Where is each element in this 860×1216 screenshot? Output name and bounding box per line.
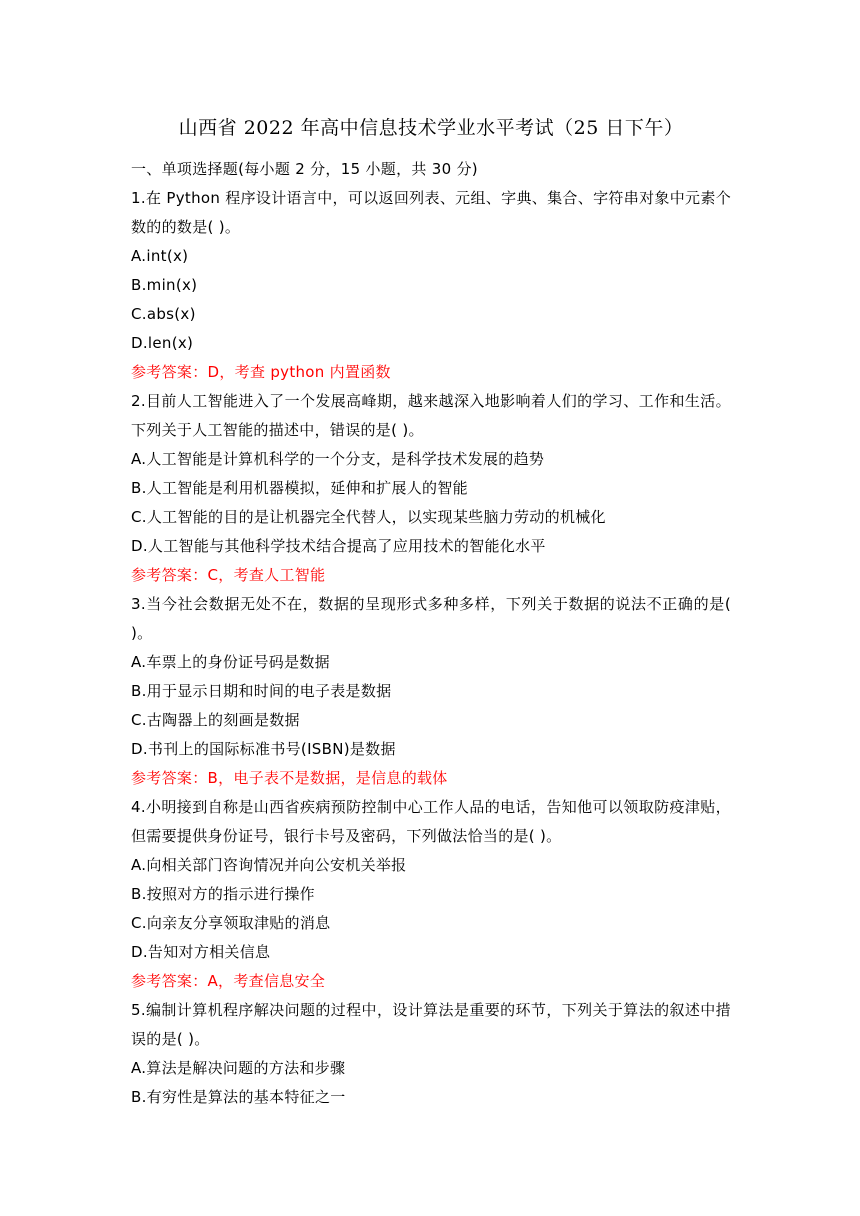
option-a: A.人工智能是计算机科学的一个分支，是科学技术发展的趋势 [131, 450, 545, 468]
section-heading: 一、单项选择题(每小题 2 分，15 小题，共 30 分) [131, 160, 478, 178]
page-title: 山西省 2022 年高中信息技术学业水平考试（25 日下午） [178, 117, 684, 139]
option-d: D.len(x) [131, 334, 194, 352]
option-d: D.书刊上的国际标准书号(ISBN)是数据 [131, 740, 396, 758]
question-stem: 1.在 Python 程序设计语言中，可以返回列表、元组、字典、集合、字符串对象中元素个数的的数是( )。 [131, 189, 731, 236]
question-stem: 4.小明接到自称是山西省疾病预防控制中心工作人品的电话，告知他可以领取防疫津贴，但需要提供身份证号，银行卡号及密码，下列做法恰当的是( )。 [131, 798, 731, 845]
answer-note: 参考答案：B，电子表不是数据，是信息的载体 [131, 769, 448, 787]
answer-note: 参考答案：C，考查人工智能 [131, 566, 326, 584]
option-b: B.人工智能是利用机器模拟，延伸和扩展人的智能 [131, 479, 468, 497]
answer-note: 参考答案：D，考查 python 内置函数 [131, 363, 391, 381]
option-a: A.向相关部门咨询情况并向公安机关举报 [131, 856, 407, 874]
option-a: A.车票上的身份证号码是数据 [131, 653, 330, 671]
question-3 [131, 590, 731, 793]
option-b: B.min(x) [131, 276, 198, 294]
option-a: A.算法是解决问题的方法和步骤 [131, 1059, 346, 1077]
option-b: B.按照对方的指示进行操作 [131, 885, 315, 903]
option-d: D.人工智能与其他科学技术结合提高了应用技术的智能化水平 [131, 537, 546, 555]
exam-page [131, 114, 731, 1112]
option-d: D.告知对方相关信息 [131, 943, 271, 961]
question-4 [131, 793, 731, 996]
question-1 [131, 184, 731, 387]
answer-note: 参考答案：A，考查信息安全 [131, 972, 326, 990]
question-stem: 5.编制计算机程序解决问题的过程中，设计算法是重要的环节，下列关于算法的叙述中措误的是( )。 [131, 1001, 731, 1048]
option-a: A.int(x) [131, 247, 189, 265]
option-c: C.人工智能的目的是让机器完全代替人，以实现某些脑力劳动的机械化 [131, 508, 606, 526]
question-2 [131, 387, 731, 590]
question-stem: 3.当今社会数据无处不在，数据的呈现形式多种多样，下列关于数据的说法不正确的是( )。 [131, 595, 731, 642]
option-b: B.有穷性是算法的基本特征之一 [131, 1088, 346, 1106]
question-stem: 2.目前人工智能进入了一个发展高峰期，越来越深入地影响着人们的学习、工作和生活。下列关于人工智能的描述中，错误的是( )。 [131, 392, 731, 439]
question-5 [131, 996, 731, 1112]
option-c: C.古陶器上的刻画是数据 [131, 711, 300, 729]
option-b: B.用于显示日期和时间的电子表是数据 [131, 682, 392, 700]
option-c: C.向亲友分享领取津贴的消息 [131, 914, 331, 932]
option-c: C.abs(x) [131, 305, 196, 323]
